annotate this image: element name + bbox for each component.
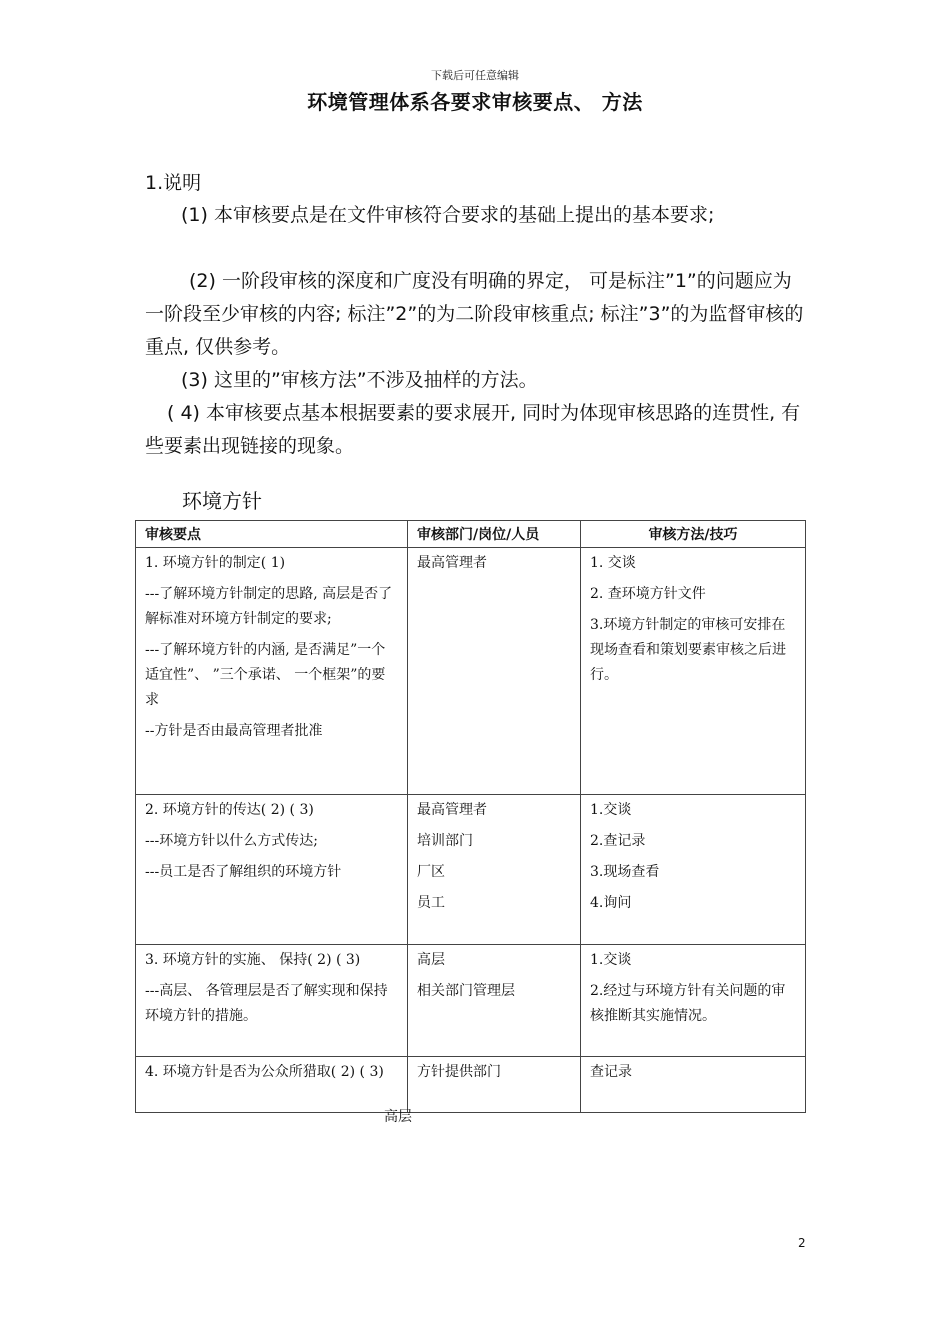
departments-cell bbox=[408, 945, 581, 1057]
methods-cell bbox=[581, 945, 806, 1057]
cell-line: 方针提供部门 bbox=[417, 1064, 501, 1080]
table-row bbox=[136, 1057, 806, 1113]
cell-line: 厂区 bbox=[417, 864, 445, 880]
methods-cell bbox=[581, 548, 806, 795]
cell-line: 1.交谈 bbox=[590, 802, 632, 818]
cell-line: ---环境方针以什么方式传达; bbox=[145, 833, 318, 849]
methods-cell bbox=[581, 1057, 806, 1113]
header-methods: 审核方法/技巧 bbox=[581, 521, 806, 548]
cell-line: ---了解环境方针的内涵, 是否满足”一个适宜性”、 ”三个承诺、 一个框架”的要求 bbox=[145, 642, 386, 708]
cell-line: 培训部门 bbox=[417, 833, 473, 849]
note-paragraph-3: (3) 这里的”审核方法”不涉及抽样的方法。 bbox=[181, 369, 538, 391]
header-audit-points: 审核要点 bbox=[136, 521, 408, 548]
page-number: 2 bbox=[798, 1236, 806, 1250]
cell-line: ---员工是否了解组织的环境方针 bbox=[145, 864, 342, 880]
cell-line: ---了解环境方针制定的思路, 高层是否了解标准对环境方针制定的要求; bbox=[145, 586, 393, 627]
cell-line: 最高管理者 bbox=[417, 802, 487, 818]
table-row bbox=[136, 795, 806, 945]
cell-line: 高层 bbox=[417, 952, 445, 968]
cell-line: 员工 bbox=[417, 895, 445, 911]
cell-line: 2. 环境方针的传达( 2) ( 3) bbox=[145, 802, 314, 818]
table-row bbox=[136, 548, 806, 795]
page-title: 环境管理体系各要求审核要点、 方法 bbox=[307, 90, 643, 114]
audit-points-cell bbox=[136, 795, 408, 945]
table-title: 环境方针 bbox=[182, 489, 262, 513]
audit-points-cell bbox=[136, 548, 408, 795]
cell-line: ---高层、 各管理层是否了解实现和保持环境方针的措施。 bbox=[145, 983, 388, 1024]
note-paragraph-2: (2) 一阶段审核的深度和广度没有明确的界定， 可是标注”1”的问题应为一阶段至少审核的内容; 标注”2”的为二阶段审核重点; 标注”3”的为监督审核的重点, 仅供参考。 bbox=[145, 270, 804, 358]
cell-line: 4.询问 bbox=[590, 895, 632, 911]
cell-line: --方针是否由最高管理者批准 bbox=[145, 723, 323, 739]
cell-line: 3.环境方针制定的审核可安排在现场查看和策划要素审核之后进行。 bbox=[590, 617, 786, 683]
departments-cell bbox=[408, 548, 581, 795]
cell-line: 1. 交谈 bbox=[590, 555, 636, 571]
departments-cell bbox=[408, 1057, 581, 1113]
header-departments: 审核部门/岗位/人员 bbox=[408, 521, 581, 548]
table-row bbox=[136, 945, 806, 1057]
table-header-row bbox=[136, 521, 806, 548]
cell-line: 相关部门管理层 bbox=[417, 983, 515, 999]
note-paragraph-1: (1) 本审核要点是在文件审核符合要求的基础上提出的基本要求; bbox=[181, 204, 715, 226]
audit-table bbox=[135, 520, 806, 1113]
overflow-cell-text: 高层 bbox=[384, 1109, 412, 1125]
cell-line: 4. 环境方针是否为公众所猎取( 2) ( 3) bbox=[145, 1064, 384, 1080]
cell-line: 1. 环境方针的制定( 1) bbox=[145, 555, 286, 571]
section-heading: 1.说明 bbox=[145, 172, 202, 194]
cell-line: 2.查记录 bbox=[590, 833, 646, 849]
audit-points-cell bbox=[136, 1057, 408, 1113]
cell-line: 3.现场查看 bbox=[590, 864, 660, 880]
cell-line: 2. 查环境方针文件 bbox=[590, 586, 706, 602]
cell-line: 1.交谈 bbox=[590, 952, 632, 968]
header-note: 下载后可任意编辑 bbox=[431, 69, 519, 82]
cell-line: 最高管理者 bbox=[417, 555, 487, 571]
note-paragraph-4: ( 4) 本审核要点基本根据要素的要求展开, 同时为体现审核思路的连贯性, 有些要素出现链接的现象。 bbox=[145, 402, 801, 457]
cell-line: 查记录 bbox=[590, 1064, 632, 1080]
methods-cell bbox=[581, 795, 806, 945]
audit-points-cell bbox=[136, 945, 408, 1057]
cell-line: 3. 环境方针的实施、 保持( 2) ( 3) bbox=[145, 952, 361, 968]
cell-line: 2.经过与环境方针有关问题的审核推断其实施情况。 bbox=[590, 983, 786, 1024]
departments-cell bbox=[408, 795, 581, 945]
